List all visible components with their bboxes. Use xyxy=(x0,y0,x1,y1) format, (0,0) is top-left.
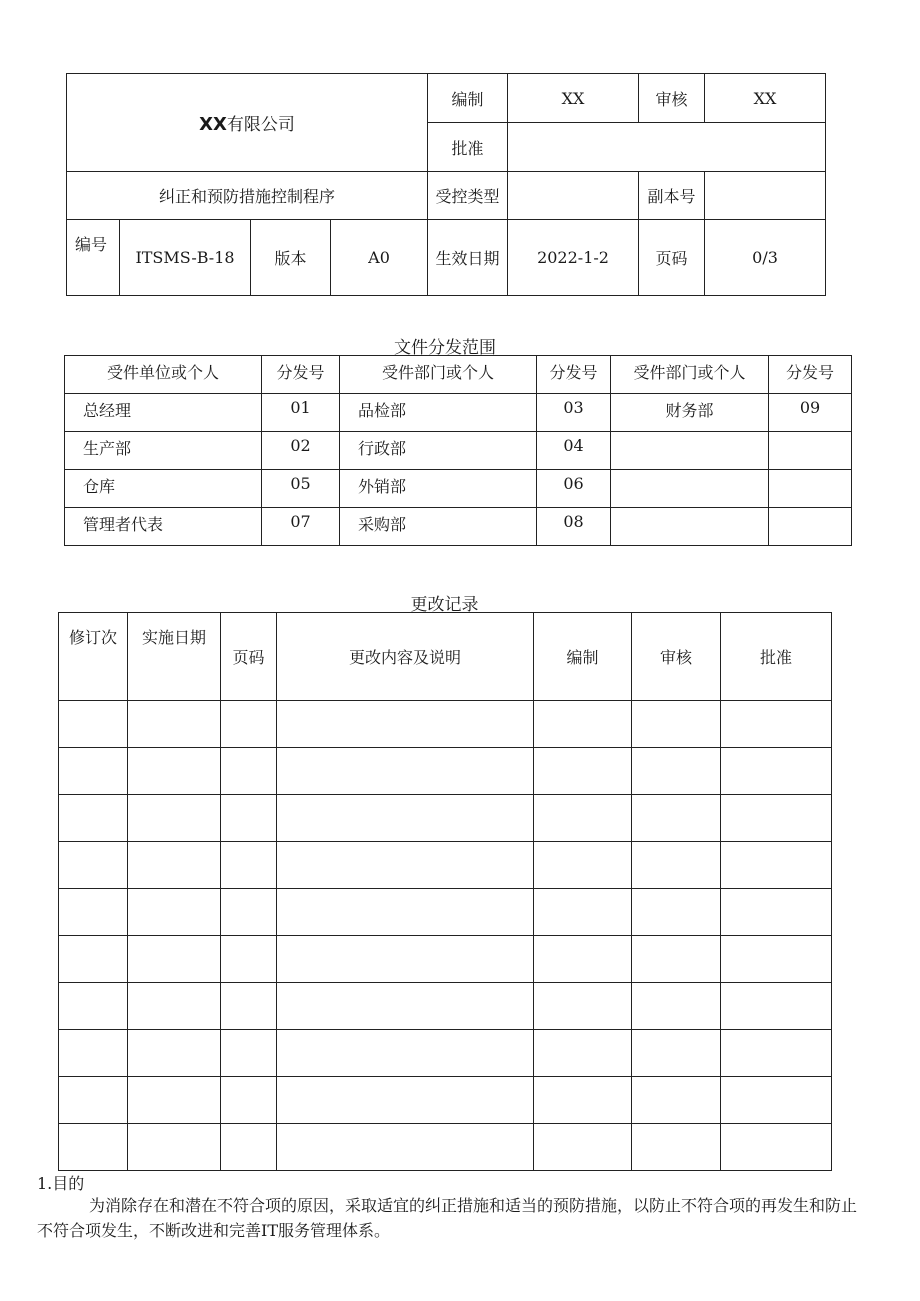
change-record-cell xyxy=(721,795,832,842)
change-record-cell xyxy=(221,795,277,842)
change-record-cell xyxy=(534,795,632,842)
change-record-cell xyxy=(59,1124,128,1171)
change-record-cell xyxy=(277,983,534,1030)
change-record-cell xyxy=(721,983,832,1030)
change-record-cell xyxy=(128,1124,221,1171)
change-record-cell xyxy=(632,889,721,936)
distribution-number: 07 xyxy=(262,508,340,546)
distribution-number xyxy=(769,432,852,470)
change-record-cell xyxy=(221,1077,277,1124)
change-record-cell xyxy=(128,795,221,842)
change-record-row xyxy=(59,1124,832,1171)
distribution-header: 受件部门或个人 xyxy=(340,356,537,394)
distribution-number: 03 xyxy=(537,394,611,432)
change-record-cell xyxy=(277,795,534,842)
change-record-cell xyxy=(59,748,128,795)
change-record-cell xyxy=(721,889,832,936)
change-record-cell xyxy=(721,1124,832,1171)
approve-label: 批准 xyxy=(428,123,508,172)
change-record-cell xyxy=(721,1030,832,1077)
recipient: 生产部 xyxy=(65,432,262,470)
section-heading: 1.目的 xyxy=(37,1174,85,1193)
control-type-label: 受控类型 xyxy=(428,172,508,220)
distribution-number: 08 xyxy=(537,508,611,546)
approve-value xyxy=(508,123,826,172)
change-record-cell xyxy=(221,842,277,889)
change-record-cell xyxy=(277,842,534,889)
change-record-row xyxy=(59,748,832,795)
change-record-cell xyxy=(632,701,721,748)
change-record-header: 修订次 xyxy=(59,613,128,701)
recipient: 外销部 xyxy=(340,470,537,508)
distribution-number: 09 xyxy=(769,394,852,432)
change-record-cell xyxy=(534,701,632,748)
change-record-cell xyxy=(221,1124,277,1171)
change-record-cell xyxy=(128,1030,221,1077)
change-record-cell xyxy=(534,889,632,936)
change-record-cell xyxy=(128,748,221,795)
change-record-row xyxy=(59,842,832,889)
change-record-cell xyxy=(277,748,534,795)
doc-number-value: ITSMS-B-18 xyxy=(120,220,251,296)
distribution-number: 01 xyxy=(262,394,340,432)
compile-label: 编制 xyxy=(428,74,508,123)
change-record-cell xyxy=(59,889,128,936)
review-label: 审核 xyxy=(639,74,705,123)
control-type-value xyxy=(508,172,639,220)
change-record-cell xyxy=(721,842,832,889)
section-paragraph: 为消除存在和潜在不符合项的原因，采取适宜的纠正措施和适当的预防措施，以防止不符合项的再发生和防止不符合项发生，不断改进和完善IT服务管理体系。 xyxy=(37,1196,858,1240)
change-record-cell xyxy=(534,983,632,1030)
change-record-cell xyxy=(721,701,832,748)
recipient xyxy=(611,508,769,546)
change-record-row xyxy=(59,936,832,983)
change-record-header: 编制 xyxy=(534,613,632,701)
change-record-cell xyxy=(128,842,221,889)
document-title: 纠正和预防措施控制程序 xyxy=(67,172,428,220)
change-record-cell xyxy=(534,936,632,983)
distribution-number: 02 xyxy=(262,432,340,470)
distribution-number: 05 xyxy=(262,470,340,508)
effective-date-value: 2022-1-2 xyxy=(508,220,639,296)
change-record-cell xyxy=(534,1030,632,1077)
change-record-cell xyxy=(721,748,832,795)
company-name: XX有限公司 xyxy=(67,74,428,172)
change-record-cell xyxy=(128,1077,221,1124)
version-value: A0 xyxy=(331,220,428,296)
recipient: 仓库 xyxy=(65,470,262,508)
page-value: 0/3 xyxy=(705,220,826,296)
distribution-row xyxy=(65,508,852,546)
change-record-cell xyxy=(128,701,221,748)
change-record-cell xyxy=(59,1030,128,1077)
recipient: 采购部 xyxy=(340,508,537,546)
distribution-header-row xyxy=(65,356,852,394)
change-record-cell xyxy=(534,1124,632,1171)
distribution-number xyxy=(769,508,852,546)
change-record-cell xyxy=(221,748,277,795)
change-record-row xyxy=(59,889,832,936)
recipient: 品检部 xyxy=(340,394,537,432)
change-record-row xyxy=(59,983,832,1030)
change-record-cell xyxy=(59,936,128,983)
change-record-cell xyxy=(59,701,128,748)
change-record-cell xyxy=(534,1077,632,1124)
change-record-cell xyxy=(534,842,632,889)
recipient xyxy=(611,470,769,508)
change-record-caption: 更改记录 xyxy=(410,595,479,615)
change-record-cell xyxy=(632,842,721,889)
change-record-cell xyxy=(59,1077,128,1124)
change-record-cell xyxy=(721,1077,832,1124)
change-record-cell xyxy=(221,701,277,748)
change-record-header: 批准 xyxy=(721,613,832,701)
distribution-row xyxy=(65,394,852,432)
change-record-header-row xyxy=(59,613,832,701)
review-value: XX xyxy=(705,74,826,123)
distribution-number: 06 xyxy=(537,470,611,508)
page-label: 页码 xyxy=(639,220,705,296)
distribution-caption: 文件分发范围 xyxy=(394,338,496,358)
distribution-row xyxy=(65,470,852,508)
distribution-header: 分发号 xyxy=(769,356,852,394)
change-record-cell xyxy=(128,889,221,936)
change-record-row xyxy=(59,701,832,748)
change-record-cell xyxy=(221,1030,277,1077)
change-record-header: 更改内容及说明 xyxy=(277,613,534,701)
distribution-number xyxy=(769,470,852,508)
change-record-cell xyxy=(632,1077,721,1124)
change-record-cell xyxy=(277,889,534,936)
change-record-cell xyxy=(632,1124,721,1171)
change-record-cell xyxy=(277,701,534,748)
change-record-cell xyxy=(59,842,128,889)
change-record-cell xyxy=(59,795,128,842)
change-record-cell xyxy=(632,936,721,983)
change-record-cell xyxy=(277,1124,534,1171)
change-record-header: 实施日期 xyxy=(128,613,221,701)
change-record-cell xyxy=(221,936,277,983)
distribution-header: 受件单位或个人 xyxy=(65,356,262,394)
change-record-cell xyxy=(721,936,832,983)
distribution-row xyxy=(65,432,852,470)
change-record-table xyxy=(58,612,832,1171)
distribution-number: 04 xyxy=(537,432,611,470)
doc-number-label: 编号 xyxy=(67,220,120,296)
distribution-header: 分发号 xyxy=(262,356,340,394)
distribution-header: 分发号 xyxy=(537,356,611,394)
recipient: 财务部 xyxy=(611,394,769,432)
recipient: 管理者代表 xyxy=(65,508,262,546)
distribution-table xyxy=(64,355,852,546)
change-record-cell xyxy=(221,983,277,1030)
change-record-cell xyxy=(59,983,128,1030)
change-record-cell xyxy=(632,748,721,795)
compile-value: XX xyxy=(508,74,639,123)
recipient: 总经理 xyxy=(65,394,262,432)
distribution-header: 受件部门或个人 xyxy=(611,356,769,394)
change-record-cell xyxy=(632,983,721,1030)
change-record-cell xyxy=(128,936,221,983)
recipient xyxy=(611,432,769,470)
change-record-header: 审核 xyxy=(632,613,721,701)
change-record-cell xyxy=(277,1030,534,1077)
document-header-table xyxy=(66,73,826,296)
change-record-cell xyxy=(632,1030,721,1077)
change-record-cell xyxy=(128,983,221,1030)
change-record-row xyxy=(59,1030,832,1077)
change-record-header: 页码 xyxy=(221,613,277,701)
change-record-cell xyxy=(632,795,721,842)
change-record-row xyxy=(59,795,832,842)
effective-date-label: 生效日期 xyxy=(428,220,508,296)
change-record-cell xyxy=(277,1077,534,1124)
change-record-cell xyxy=(221,889,277,936)
change-record-row xyxy=(59,1077,832,1124)
change-record-cell xyxy=(277,936,534,983)
copy-number-value xyxy=(705,172,826,220)
copy-number-label: 副本号 xyxy=(639,172,705,220)
version-label: 版本 xyxy=(251,220,331,296)
recipient: 行政部 xyxy=(340,432,537,470)
change-record-cell xyxy=(534,748,632,795)
